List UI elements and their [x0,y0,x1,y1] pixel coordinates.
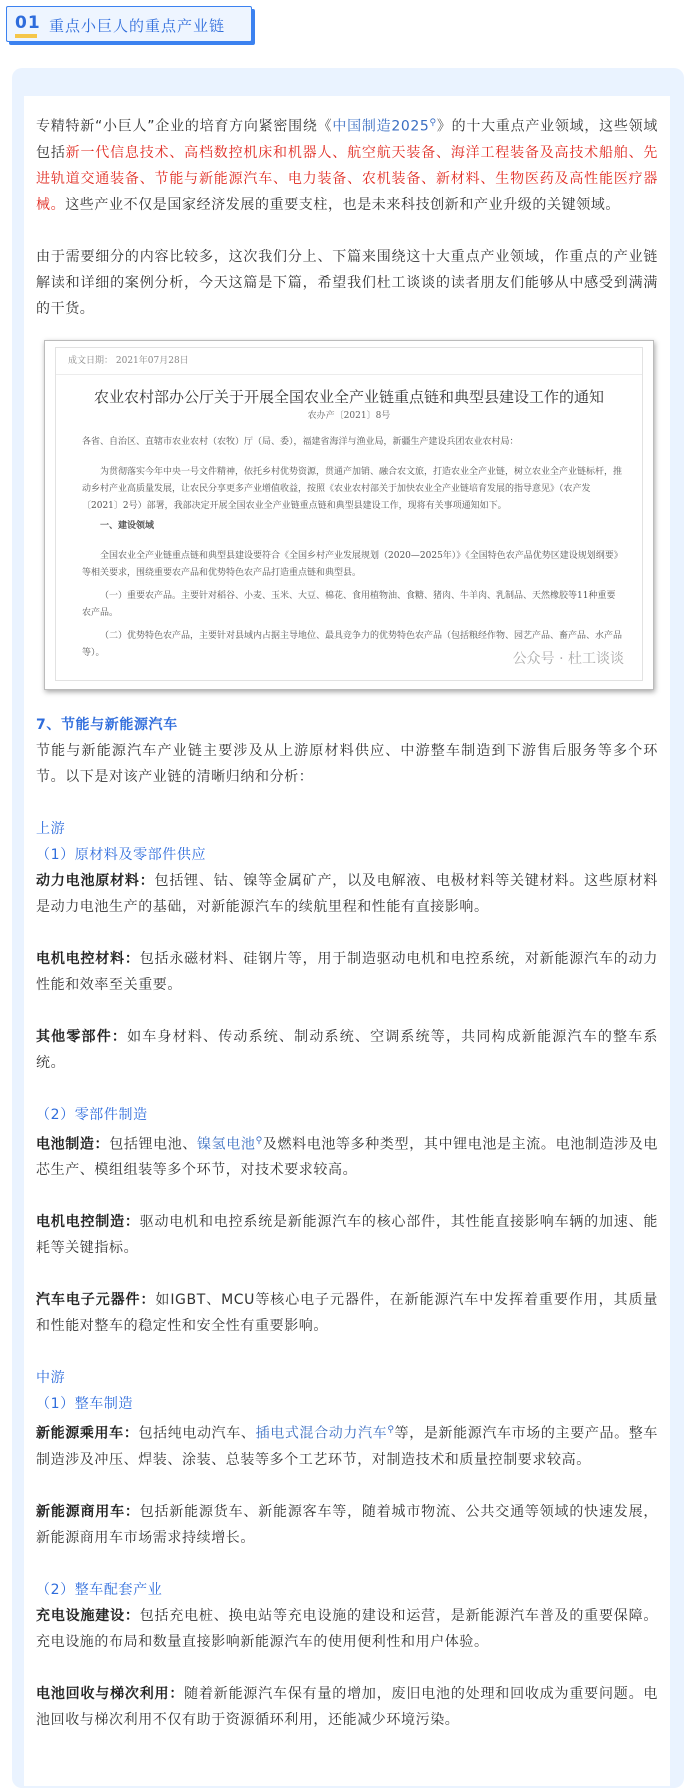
intro-paragraph-1: 专精特新“小巨人”企业的培育方向紧密围绕《中国制造2025⚲》的十大重点产业领域，这些领域包括新一代信息技术、高档数控机床和机器人、航空航天装备、海洋工程装备及高技术船舶、先进轨道交通装备、节能与新能源汽车、电力装备、农机装备、新材料、生物医药及高性能医疗器械。这些产业不仅是国家经济发展的重要支柱，也是未来科技创新和产业升级的关键领域。 [36,118,659,213]
doc-title: 农业农村部办公厅关于开展全国农业全产业链重点链和典型县建设工作的通知 [93,387,604,406]
intro-paragraph-2: 由于需要细分的内容比较多，这次我们分上、下篇来围绕这十大重点产业领域，作重点的产业链解读和详细的案例分析，今天这篇是下篇，希望我们杜工谈谈的读者朋友们能够从中感受到满满的干货。 [36,248,658,317]
other-parts-paragraph: 其他零部件：如车身材料、传动系统、制动系统、空调系统等，共同构成新能源汽车的整车系统。 [36,1028,658,1071]
motor-manufacturing-paragraph: 电机电控制造：驱动电机和电控系统是新能源汽车的核心部件，其性能直接影响车辆的加速、能耗等关键指标。 [36,1214,658,1257]
battery-recycling-paragraph: 电池回收与梯次利用：随着新能源汽车保有量的增加，废旧电池的处理和回收成为重要问题。电池回收与梯次利用不仅有助于资源循环利用，还能减少环境污染。 [36,1685,659,1728]
doc-paragraph: 各省、自治区、直辖市农业农村（农牧）厅（局、委），福建省海洋与渔业局，新疆生产建设兵团农业农村局： [82,436,519,447]
search-icon[interactable]: ⚲ [255,1135,263,1146]
commercial-vehicle-paragraph: 新能源商用车：包括新能源货车、新能源客车等，随着城市物流、公共交通等领域的快速发展，新能源商用车市场需求持续增长。 [36,1503,658,1546]
section-number: 01 [15,13,41,33]
section-title: 重点小巨人的重点产业链 [49,17,226,35]
watermark: 公众号 · 杜工谈谈 [512,650,624,667]
article-body [36,110,658,1733]
doc-paragraph: （一）重要农产品。主要针对稻谷、小麦、玉米、大豆、棉花、食用植物油、食糖、猪肉、牛羊肉、乳制品、天然橡胶等11种重要农产品。 [82,590,616,618]
electronics-paragraph: 汽车电子元器件：如IGBT、MCU等核心电子元器件，在新能源汽车中发挥着重要作用，其质量和性能对整车的稳定性和安全性有重要影响。 [36,1292,658,1335]
document-image [44,340,654,690]
doc-paragraph: （二）优势特色农产品，主要针对县域内占据主导地位、最具竞争力的优势特色农产品（包括粮经作物、园艺产品、畜产品、水产品等）。 [82,630,623,658]
section-7-intro: 节能与新能源汽车产业链主要涉及从上游原材料供应、中游整车制造到下游售后服务等多个环节。以下是对该产业链的清晰归纳和分析： [36,742,658,785]
doc-number: 农办产〔2021〕8号 [307,410,391,421]
midstream-heading: 中游 [36,1370,66,1387]
search-icon[interactable]: ⚲ [429,118,437,128]
motor-material-paragraph: 电机电控材料：包括永磁材料、硅钢片等，用于制造驱动电机和电控系统，对新能源汽车的动力性能和效率至关重要。 [36,950,658,993]
section-7-title: 7、节能与新能源汽车 [36,716,178,733]
search-icon[interactable]: ⚲ [387,1425,395,1436]
section-header [6,6,252,42]
link-phev[interactable]: 插电式混合动力汽车 [255,1425,388,1442]
link-made-in-china-2025[interactable]: 中国制造2025 [332,118,430,135]
link-nimh-battery[interactable]: 镍氢电池 [197,1136,256,1153]
upstream-subheading-2: （2）零部件制造 [36,1106,148,1123]
midstream-subheading-1: （1）整车制造 [36,1396,134,1413]
midstream-subheading-2: （2）整车配套产业 [36,1581,163,1598]
battery-manufacturing-paragraph: 电池制造：包括锂电池、镍氢电池⚲及燃料电池等多种类型，其中锂电池是主流。电池制造涉及电芯生产、模组组装等多个环节，对技术要求较高。 [36,1135,658,1179]
key-industries-highlight: 新一代信息技术、高档数控机床和机器人、航空航天装备、海洋工程装备及高技术船舶、先进轨道交通装备、节能与新能源汽车、电力装备、农机装备、新材料、生物医药及高性能医疗器械。 [36,144,659,213]
doc-paragraph: 为贯彻落实今年中央一号文件精神，依托乡村优势资源，贯通产加销、融合农文旅，打造农业全产业链，树立农业全产业链标杆，推动乡村产业高质量发展，让农民分享更多产业增值收益，按照《农业农村部关于加快农业全产业链培育发展的指导意见》（农产发〔2021〕2号）部署，我部决定开展全国农业全产业链重点链和典型县建设工作，现将有关事项通知如下。 [82,466,623,511]
charging-paragraph: 充电设施建设：包括充电桩、换电站等充电设施的建设和运营，是新能源汽车普及的重要保障。充电设施的布局和数量直接影响新能源汽车的使用便利性和用户体验。 [36,1607,658,1650]
upstream-subheading-1: （1）原材料及零部件供应 [36,846,207,863]
upstream-heading: 上游 [36,820,66,837]
doc-paragraph: 全国农业全产业链重点链和典型县建设要符合《全国乡村产业发展规划（2020—2025年）》《全国特色农产品优势区建设规划纲要》等相关要求，围绕重要农产品和优势特色农产品打造重点链和典型县。 [82,550,619,578]
battery-material-paragraph: 动力电池原材料：包括锂、钴、镍等金属矿产，以及电解液、电极材料等关键材料。这些原材料是动力电池生产的基础，对新能源汽车的续航里程和性能有直接影响。 [36,872,658,915]
doc-date: 成文日期： 2021年07月28日 [68,355,189,366]
section-number-underline [15,34,37,38]
passenger-car-paragraph: 新能源乘用车：包括纯电动汽车、插电式混合动力汽车⚲等，是新能源汽车市场的主要产品。整车制造涉及冲压、焊装、涂装、总装等多个工艺环节，对制造技术和质量控制要求较高。 [36,1425,658,1468]
doc-heading: 一、建设领域 [100,520,155,531]
